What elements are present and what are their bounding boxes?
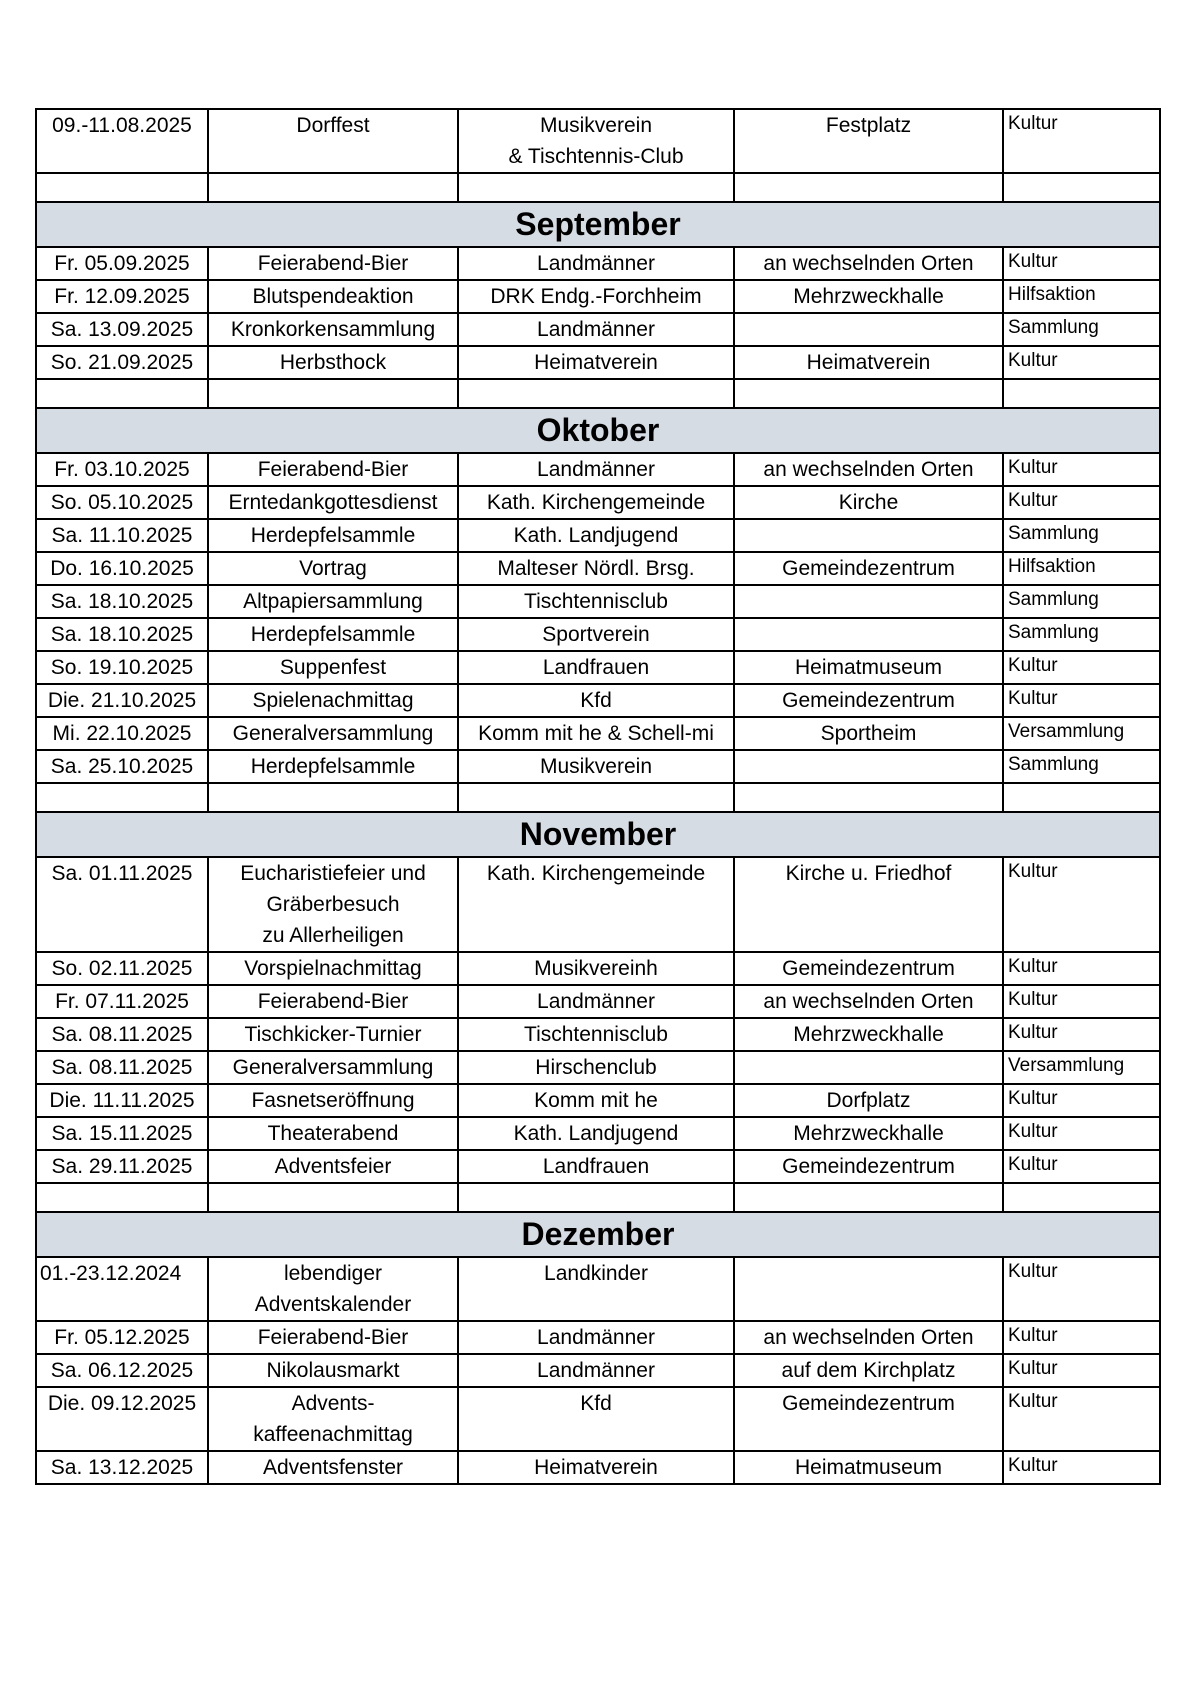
date-cell: Die. 11.11.2025: [36, 1084, 208, 1117]
event-line: zu Allerheiligen: [262, 924, 404, 947]
location-cell: Gemeindezentrum: [734, 952, 1003, 985]
organizer-line: & Tischtennis-Club: [508, 145, 684, 168]
organizer-cell: Heimatverein: [458, 346, 734, 379]
location-cell: Sportheim: [734, 717, 1003, 750]
location-cell: [734, 1257, 1003, 1321]
date-cell: Sa. 25.10.2025: [36, 750, 208, 783]
location-cell: Kirche: [734, 486, 1003, 519]
event-cell: Altpapiersammlung: [208, 585, 458, 618]
table-row: [36, 1117, 1160, 1150]
organizer-cell: Sportverein: [458, 618, 734, 651]
event-cell: Herdepfelsammle: [208, 519, 458, 552]
organizer-cell: Musikverein: [458, 750, 734, 783]
organizer-cell: Malteser Nördl. Brsg.: [458, 552, 734, 585]
table-row: [36, 750, 1160, 783]
location-cell: [734, 585, 1003, 618]
event-cell: Spielenachmittag: [208, 684, 458, 717]
date-cell: Sa. 18.10.2025: [36, 618, 208, 651]
month-title: Dezember: [36, 1212, 1160, 1257]
month-title: Oktober: [36, 408, 1160, 453]
date-cell: Do. 16.10.2025: [36, 552, 208, 585]
category-cell: Kultur: [1003, 1354, 1160, 1387]
organizer-cell: Landkinder: [458, 1257, 734, 1321]
location-cell: Mehrzweckhalle: [734, 1018, 1003, 1051]
date-cell: Sa. 13.12.2025: [36, 1451, 208, 1484]
date-cell: Die. 09.12.2025: [36, 1387, 208, 1451]
month-title: November: [36, 812, 1160, 857]
table-row: [36, 1018, 1160, 1051]
location-cell: Kirche u. Friedhof: [734, 857, 1003, 952]
date-cell: Die. 21.10.2025: [36, 684, 208, 717]
category-cell: Sammlung: [1003, 585, 1160, 618]
date-cell: So. 19.10.2025: [36, 651, 208, 684]
event-cell: Fasnetseröffnung: [208, 1084, 458, 1117]
table-row: [36, 552, 1160, 585]
table-row: [36, 346, 1160, 379]
table-row: [36, 618, 1160, 651]
table-row: [36, 486, 1160, 519]
category-cell: Kultur: [1003, 109, 1160, 173]
category-cell: Kultur: [1003, 952, 1160, 985]
event-cell: Feierabend-Bier: [208, 1321, 458, 1354]
date-cell: Fr. 05.09.2025: [36, 247, 208, 280]
location-cell: [734, 750, 1003, 783]
event-cell: Generalversammlung: [208, 717, 458, 750]
category-cell: Kultur: [1003, 857, 1160, 952]
location-cell: Mehrzweckhalle: [734, 1117, 1003, 1150]
date-cell: Fr. 12.09.2025: [36, 280, 208, 313]
date-cell: Sa. 18.10.2025: [36, 585, 208, 618]
category-cell: Kultur: [1003, 651, 1160, 684]
event-cell: Dorffest: [208, 109, 458, 173]
organizer-cell: Landfrauen: [458, 1150, 734, 1183]
table-row: [36, 453, 1160, 486]
date-cell: So. 05.10.2025: [36, 486, 208, 519]
category-cell: Kultur: [1003, 1257, 1160, 1321]
location-cell: Heimatmuseum: [734, 1451, 1003, 1484]
category-cell: Kultur: [1003, 486, 1160, 519]
table-row: [36, 1084, 1160, 1117]
date-cell: Sa. 08.11.2025: [36, 1018, 208, 1051]
category-cell: Sammlung: [1003, 519, 1160, 552]
event-line: Advents-: [291, 1392, 375, 1415]
category-cell: Kultur: [1003, 346, 1160, 379]
category-cell: Kultur: [1003, 985, 1160, 1018]
category-cell: Kultur: [1003, 1451, 1160, 1484]
organizer-cell: Tischtennisclub: [458, 1018, 734, 1051]
location-cell: [734, 1051, 1003, 1084]
location-cell: an wechselnden Orten: [734, 1321, 1003, 1354]
date-cell: Fr. 05.12.2025: [36, 1321, 208, 1354]
organizer-cell: Kath. Landjugend: [458, 519, 734, 552]
organizer-cell: Komm mit he & Schell-mi: [458, 717, 734, 750]
event-cell: Feierabend-Bier: [208, 453, 458, 486]
organizer-cell: Hirschenclub: [458, 1051, 734, 1084]
date-cell: Sa. 13.09.2025: [36, 313, 208, 346]
event-cell: Vorspielnachmittag: [208, 952, 458, 985]
table-row: [36, 280, 1160, 313]
organizer-cell: Kfd: [458, 684, 734, 717]
category-cell: Kultur: [1003, 1387, 1160, 1451]
organizer-cell: [458, 109, 734, 173]
event-cell: Feierabend-Bier: [208, 985, 458, 1018]
location-cell: auf dem Kirchplatz: [734, 1354, 1003, 1387]
location-cell: Dorfplatz: [734, 1084, 1003, 1117]
event-cell: Blutspendeaktion: [208, 280, 458, 313]
date-cell: Sa. 08.11.2025: [36, 1051, 208, 1084]
table-row: [36, 1150, 1160, 1183]
event-cell: Nikolausmarkt: [208, 1354, 458, 1387]
event-cell: Suppenfest: [208, 651, 458, 684]
month-header: [36, 202, 1160, 247]
organizer-cell: Heimatverein: [458, 1451, 734, 1484]
organizer-cell: Kath. Kirchengemeinde: [458, 857, 734, 952]
table-row: [36, 651, 1160, 684]
table-row: [36, 585, 1160, 618]
location-cell: an wechselnden Orten: [734, 247, 1003, 280]
event-cell: [208, 1387, 458, 1451]
table-row: [36, 1321, 1160, 1354]
organizer-cell: Kath. Kirchengemeinde: [458, 486, 734, 519]
event-cell: Feierabend-Bier: [208, 247, 458, 280]
table-row: [36, 857, 1160, 952]
month-header: [36, 1212, 1160, 1257]
date-cell: So. 02.11.2025: [36, 952, 208, 985]
table-row: [36, 519, 1160, 552]
events-table: [35, 108, 1161, 1485]
category-cell: Kultur: [1003, 1321, 1160, 1354]
category-cell: Versammlung: [1003, 717, 1160, 750]
date-cell: Mi. 22.10.2025: [36, 717, 208, 750]
organizer-cell: Landmänner: [458, 247, 734, 280]
location-cell: an wechselnden Orten: [734, 985, 1003, 1018]
organizer-cell: Kath. Landjugend: [458, 1117, 734, 1150]
event-cell: Erntedankgottesdienst: [208, 486, 458, 519]
category-cell: Sammlung: [1003, 750, 1160, 783]
event-cell: Tischkicker-Turnier: [208, 1018, 458, 1051]
event-cell: Theaterabend: [208, 1117, 458, 1150]
date-cell: So. 21.09.2025: [36, 346, 208, 379]
category-cell: Hilfsaktion: [1003, 552, 1160, 585]
event-cell: Kronkorkensammlung: [208, 313, 458, 346]
location-cell: [734, 618, 1003, 651]
table-row: [36, 1257, 1160, 1321]
category-cell: Hilfsaktion: [1003, 280, 1160, 313]
month-header: [36, 812, 1160, 857]
category-cell: Kultur: [1003, 1150, 1160, 1183]
event-line: Adventskalender: [254, 1293, 412, 1316]
table-row: [36, 109, 1160, 173]
table-row: [36, 1354, 1160, 1387]
organizer-cell: Landmänner: [458, 453, 734, 486]
event-line: lebendiger: [283, 1262, 383, 1285]
date-cell: 09.-11.08.2025: [36, 109, 208, 173]
organizer-cell: Landmänner: [458, 1354, 734, 1387]
table-row: [36, 717, 1160, 750]
date-cell: Sa. 29.11.2025: [36, 1150, 208, 1183]
category-cell: Kultur: [1003, 453, 1160, 486]
category-cell: Kultur: [1003, 247, 1160, 280]
table-row: [36, 1051, 1160, 1084]
table-row: [36, 952, 1160, 985]
event-cell: Herdepfelsammle: [208, 618, 458, 651]
organizer-cell: Kfd: [458, 1387, 734, 1451]
event-cell: [208, 857, 458, 952]
category-cell: Versammlung: [1003, 1051, 1160, 1084]
event-line: kaffeenachmittag: [253, 1423, 413, 1446]
organizer-cell: Musikvereinh: [458, 952, 734, 985]
event-line: Gräberbesuch: [266, 893, 400, 916]
table-row: [36, 247, 1160, 280]
organizer-cell: Landmänner: [458, 313, 734, 346]
date-cell: Sa. 11.10.2025: [36, 519, 208, 552]
event-cell: Adventsfeier: [208, 1150, 458, 1183]
month-title: September: [36, 202, 1160, 247]
spacer-row: [36, 1183, 1160, 1212]
category-cell: Kultur: [1003, 1018, 1160, 1051]
date-cell: Fr. 03.10.2025: [36, 453, 208, 486]
category-cell: Kultur: [1003, 684, 1160, 717]
location-cell: Mehrzweckhalle: [734, 280, 1003, 313]
spacer-row: [36, 173, 1160, 202]
location-cell: [734, 313, 1003, 346]
table-row: [36, 1387, 1160, 1451]
location-cell: Festplatz: [734, 109, 1003, 173]
date-cell: Sa. 06.12.2025: [36, 1354, 208, 1387]
organizer-cell: Landfrauen: [458, 651, 734, 684]
category-cell: Kultur: [1003, 1117, 1160, 1150]
category-cell: Kultur: [1003, 1084, 1160, 1117]
organizer-cell: Landmänner: [458, 985, 734, 1018]
event-cell: Herbsthock: [208, 346, 458, 379]
location-cell: Gemeindezentrum: [734, 684, 1003, 717]
location-cell: Heimatverein: [734, 346, 1003, 379]
event-line: Eucharistiefeier und: [240, 862, 426, 885]
event-cell: Generalversammlung: [208, 1051, 458, 1084]
table-row: [36, 985, 1160, 1018]
category-cell: Sammlung: [1003, 313, 1160, 346]
event-cell: [208, 1257, 458, 1321]
date-cell: Fr. 07.11.2025: [36, 985, 208, 1018]
event-cell: Adventsfenster: [208, 1451, 458, 1484]
location-cell: Gemeindezentrum: [734, 1150, 1003, 1183]
location-cell: an wechselnden Orten: [734, 453, 1003, 486]
table-row: [36, 313, 1160, 346]
spacer-row: [36, 783, 1160, 812]
event-cell: Vortrag: [208, 552, 458, 585]
location-cell: [734, 519, 1003, 552]
month-header: [36, 408, 1160, 453]
location-cell: Gemeindezentrum: [734, 1387, 1003, 1451]
organizer-cell: Tischtennisclub: [458, 585, 734, 618]
organizer-line: Musikverein: [539, 114, 653, 137]
location-cell: Heimatmuseum: [734, 651, 1003, 684]
table-row: [36, 1451, 1160, 1484]
organizer-cell: Komm mit he: [458, 1084, 734, 1117]
table-row: [36, 684, 1160, 717]
date-cell: 01.-23.12.2024: [36, 1257, 208, 1321]
category-cell: Sammlung: [1003, 618, 1160, 651]
date-cell: Sa. 01.11.2025: [36, 857, 208, 952]
date-cell: Sa. 15.11.2025: [36, 1117, 208, 1150]
organizer-cell: Landmänner: [458, 1321, 734, 1354]
organizer-cell: DRK Endg.-Forchheim: [458, 280, 734, 313]
spacer-row: [36, 379, 1160, 408]
location-cell: Gemeindezentrum: [734, 552, 1003, 585]
event-cell: Herdepfelsammle: [208, 750, 458, 783]
